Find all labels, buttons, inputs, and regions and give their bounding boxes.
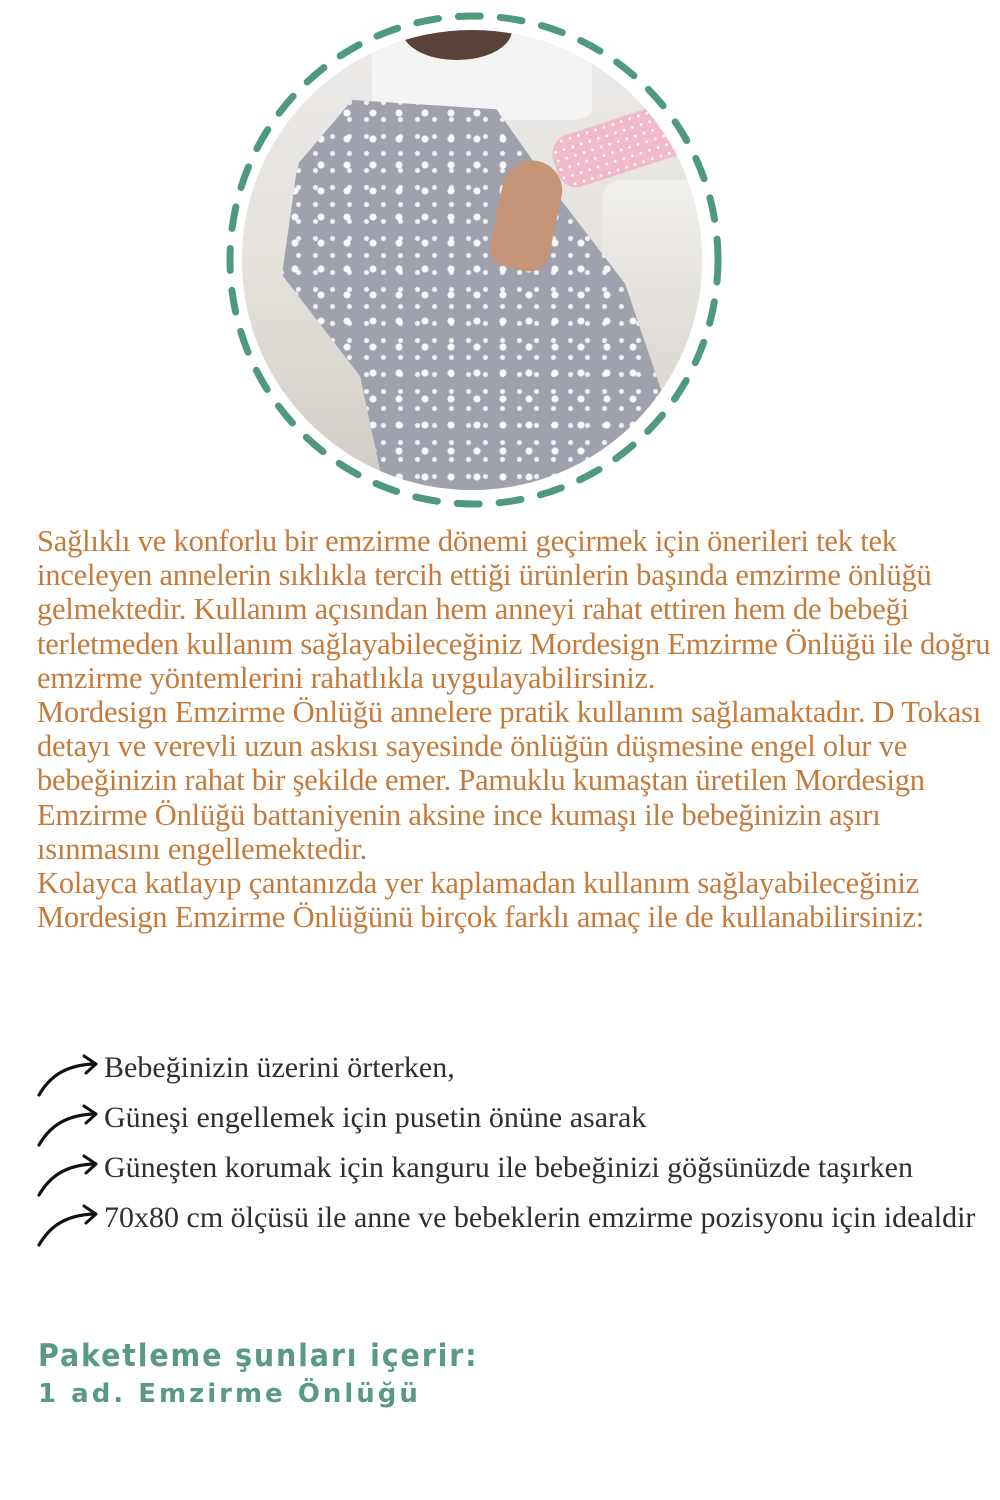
feature-item xyxy=(36,1196,996,1239)
description-paragraph-1: Sağlıklı ve konforlu bir emzirme dönemi geçirmek için önerileri tek tek inceleyen annelerin sıklıkla tercih ettiği ürünlerin başında emzirme önlüğü gelmektedir. Kullanım açısından hem anneyi rahat ettiren hem de bebeği terletmeden kullanım sağlayabileceğiniz Mordesign Emzirme Önlüğü ile doğru emzirme yöntemlerini rahatlıkla uygulayabilirsiniz. xyxy=(37,524,991,695)
feature-item xyxy=(36,1096,996,1139)
curved-arrow-icon xyxy=(36,1152,102,1198)
feature-list xyxy=(36,1046,996,1239)
dashed-circle-frame-icon xyxy=(226,12,722,508)
feature-label: Güneşten korumak için kanguru ile bebeğinizi göğsünüzde taşırken xyxy=(104,1151,913,1184)
feature-item xyxy=(36,1146,996,1189)
feature-label: Bebeğinizin üzerini örterken, xyxy=(104,1051,455,1084)
hero-section xyxy=(0,0,1000,520)
description-paragraph-3: Kolayca katlayıp çantanızda yer kaplamadan kullanım sağlayabileceğiniz Mordesign Emzirme Önlüğünü birçok farklı amaç ile de kullanabilirsiniz: xyxy=(37,866,924,935)
feature-label: 70x80 cm ölçüsü ile anne ve bebeklerin emzirme pozisyonu için idealdir xyxy=(104,1201,976,1234)
product-description xyxy=(37,524,997,934)
curved-arrow-icon xyxy=(36,1102,102,1148)
curved-arrow-icon xyxy=(36,1202,102,1248)
package-item: 1 ad. Emzirme Önlüğü xyxy=(38,1379,421,1409)
curved-arrow-icon xyxy=(36,1052,102,1098)
package-title: Paketleme şunları içerir: xyxy=(38,1338,479,1374)
package-contents xyxy=(38,1336,517,1412)
feature-label: Güneşi engellemek için pusetin önüne asarak xyxy=(104,1101,647,1134)
feature-item xyxy=(36,1046,996,1089)
description-paragraph-2: Mordesign Emzirme Önlüğü annelere pratik kullanım sağlamaktadır. D Tokası detayı ve verevli uzun askısı sayesinde önlüğün düşmesine engel olur ve bebeğinizin rahat bir şekilde emer. Pamuklu kumaştan üretilen Mordesign Emzirme Önlüğü battaniyenin aksine ince kumaşı ile bebeğinizin aşırı ısınmasını engellemektedir. xyxy=(37,695,982,866)
